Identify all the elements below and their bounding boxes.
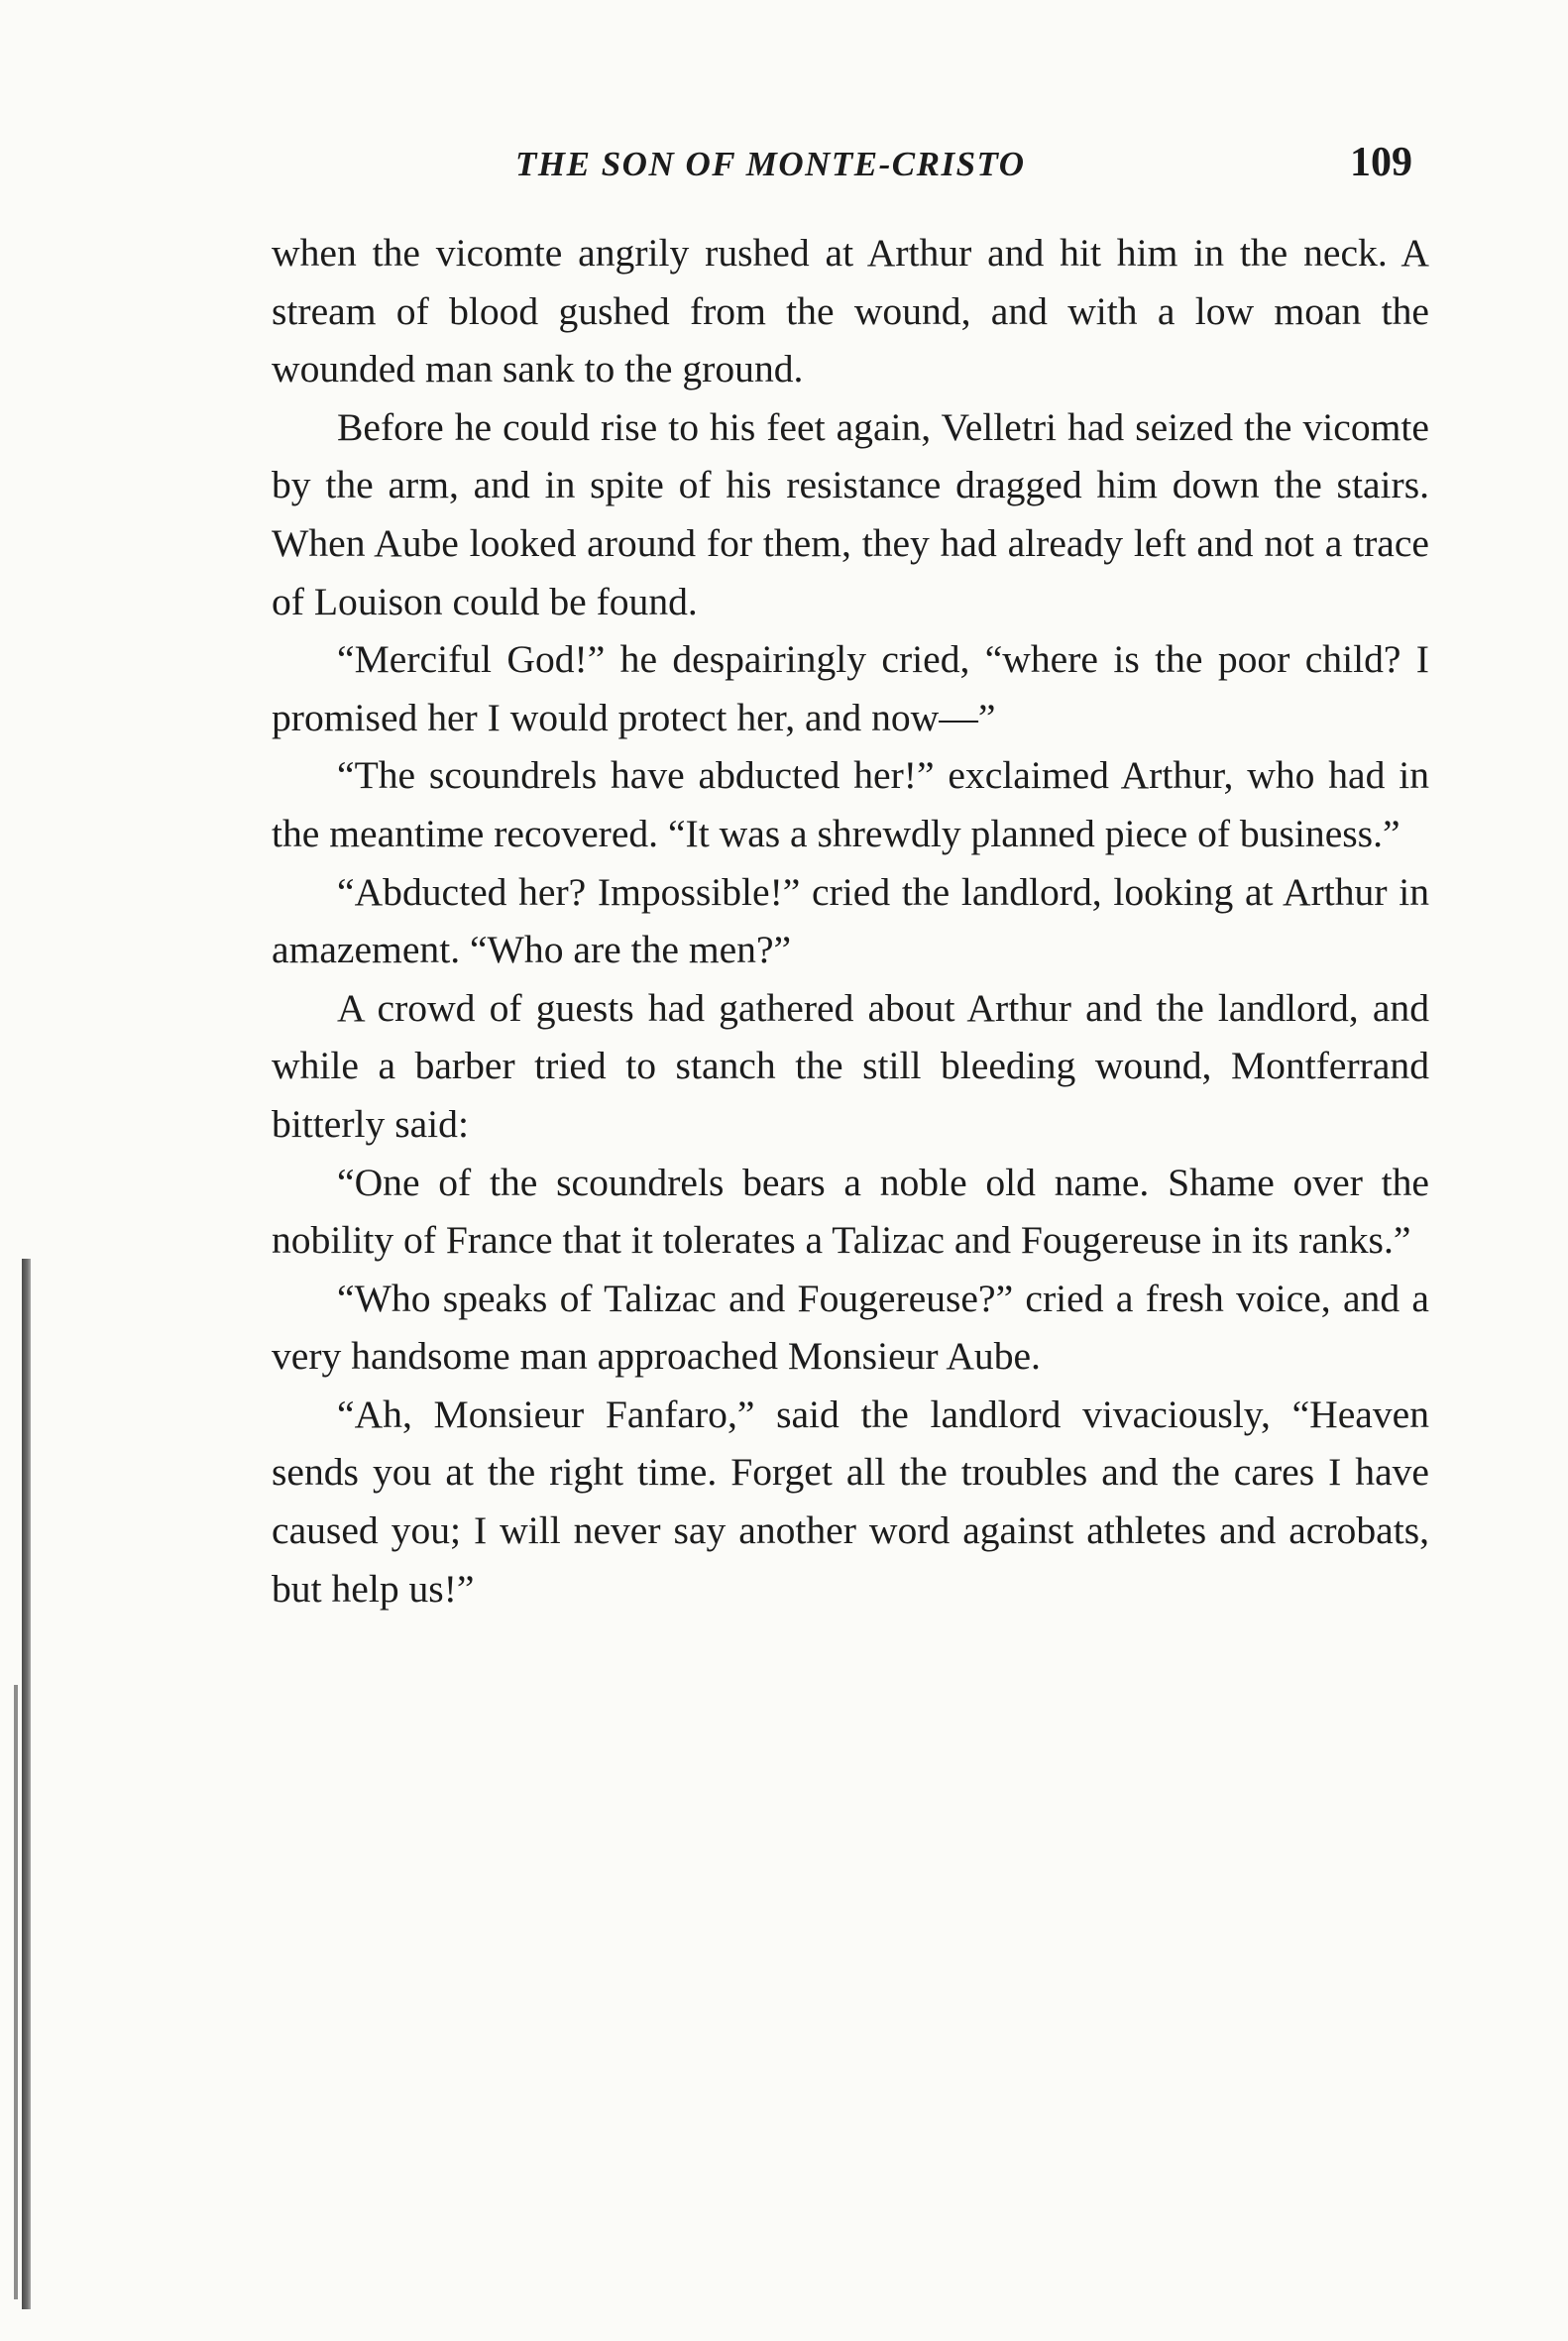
page-number: 109 bbox=[1350, 140, 1412, 185]
paragraph: when the vicomte angrily rushed at Arthur and hit him in the neck. A stream of blood gushed from the wound, and with a low moan the wounded man sank to the ground. bbox=[272, 231, 1429, 391]
paragraph: “Who speaks of Talizac and Fougereuse?” cried a fresh voice, and a very handsome man approached Monsieur Aube. bbox=[272, 1276, 1429, 1379]
paragraph: “Merciful God!” he despairingly cried, “where is the poor child? I promised her I would protect her, and now—” bbox=[272, 637, 1429, 739]
binding-shadow bbox=[22, 1259, 31, 2309]
paragraph: “One of the scoundrels bears a noble old name. Shame over the nobility of France that it tolerates a Talizac and Fougereuse in its ranks.” bbox=[272, 1160, 1429, 1263]
paragraph: “Abducted her? Impossible!” cried the landlord, looking at Arthur in amazement. “Who are the men?” bbox=[272, 869, 1429, 972]
paragraph: “The scoundrels have abducted her!” exclaimed Arthur, who had in the meantime recovered. “It was a shrewdly planned piece of business.” bbox=[272, 753, 1429, 855]
paragraph: “Ah, Monsieur Fanfaro,” said the landlord vivaciously, “Heaven sends you at the right time. Forget all the troubles and the cares I have caused you; I will never say another word against athletes and acrobats, but help us!” bbox=[272, 1392, 1429, 1611]
page-header bbox=[268, 137, 1437, 196]
body-text bbox=[272, 224, 1429, 1617]
binding-edge bbox=[14, 1685, 18, 2299]
paragraph: Before he could rise to his feet again, Velletri had seized the vicomte by the arm, and in spite of his resistance dragged him down the stairs. When Aube looked around for them, they had already left and not a trace of Louison could be found. bbox=[272, 404, 1429, 623]
paragraph: A crowd of guests had gathered about Arthur and the landlord, and while a barber tried to stanch the still bleeding wound, Montferrand bitterly said: bbox=[272, 985, 1429, 1146]
running-title: THE SON OF MONTE-CRISTO bbox=[515, 145, 1026, 183]
